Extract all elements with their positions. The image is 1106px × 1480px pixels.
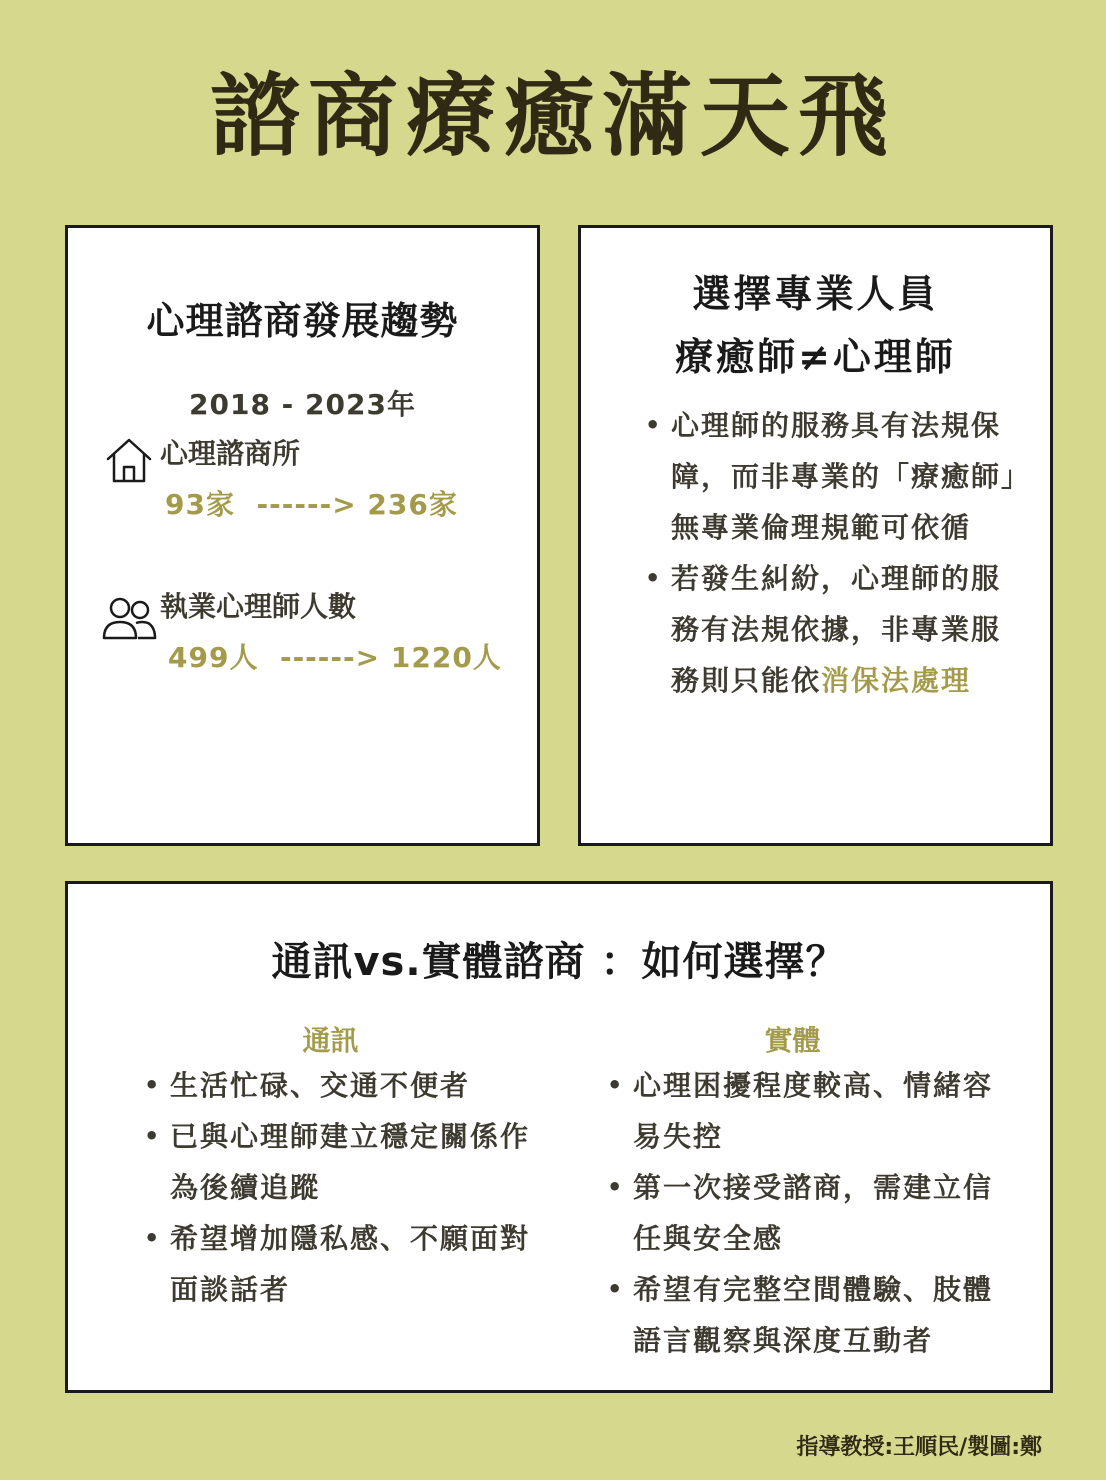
list-item-text: 若發生糾紛，心理師的服務有法規依據，非專業服務則只能依 <box>671 562 1002 697</box>
bullet-icon: • <box>144 1224 162 1252</box>
bullet-icon: • <box>607 1275 625 1303</box>
years-range: 2018 - 2023年 <box>189 388 416 421</box>
page-title: 諮商療癒滿天飛 <box>210 64 896 169</box>
list-item <box>138 1060 548 1111</box>
list-item-text: 生活忙碌、交通不便者 <box>170 1069 471 1102</box>
list-item-text: 希望增加隱私感、不願面對面談話者 <box>170 1222 531 1306</box>
list-item-text: 心理師的服務具有法規保障，而非專業的「療癒師」無專業倫理規範可依循 <box>671 409 1018 544</box>
list-item-text: 心理困擾程度較高、情緒容易失控 <box>633 1069 994 1153</box>
bullet-icon: • <box>144 1071 162 1099</box>
professional-list <box>639 400 1019 706</box>
bullet-icon: • <box>645 411 663 439</box>
psychologists-label: 執業心理師人數 <box>160 590 357 623</box>
list-item <box>138 1213 548 1315</box>
list-item <box>601 1264 1001 1366</box>
consumer-law-highlight: 消保法處理 <box>821 664 972 697</box>
bullet-icon: • <box>607 1173 625 1201</box>
list-item <box>639 553 1019 706</box>
people-icon <box>102 596 158 642</box>
inperson-heading: 實體 <box>764 1024 821 1057</box>
list-item <box>639 400 1019 553</box>
inperson-list <box>601 1060 1001 1366</box>
trends-panel <box>65 225 540 846</box>
professional-title: 選擇專業人員 <box>692 272 939 316</box>
list-item <box>601 1162 1001 1264</box>
online-list <box>138 1060 548 1315</box>
list-item-text: 第一次接受諮商，需建立信任與安全感 <box>633 1171 994 1255</box>
house-icon <box>104 435 154 485</box>
online-heading: 通訊 <box>302 1024 359 1057</box>
comparison-panel <box>65 881 1053 1393</box>
clinics-value: 93家 ------> 236家 <box>165 488 458 521</box>
list-item <box>601 1060 1001 1162</box>
bullet-icon: • <box>607 1071 625 1099</box>
clinics-label: 心理諮商所 <box>160 437 301 470</box>
bullet-icon: • <box>645 564 663 592</box>
psychologists-value: 499人 ------> 1220人 <box>168 641 502 674</box>
trends-title: 心理諮商發展趨勢 <box>146 299 459 343</box>
list-item <box>138 1111 548 1213</box>
credit-line: 指導教授:王順民/製圖:鄭 <box>796 1435 1042 1460</box>
professional-panel <box>578 225 1053 846</box>
comparison-title: 通訊vs.實體諮商 ：如何選擇？ <box>271 939 847 985</box>
list-item-text: 希望有完整空間體驗、肢體語言觀察與深度互動者 <box>633 1273 994 1357</box>
professional-subtitle: 療癒師≠心理師 <box>675 335 956 379</box>
list-item-text: 已與心理師建立穩定關係作為後續追蹤 <box>170 1120 531 1204</box>
bullet-icon: • <box>144 1122 162 1150</box>
